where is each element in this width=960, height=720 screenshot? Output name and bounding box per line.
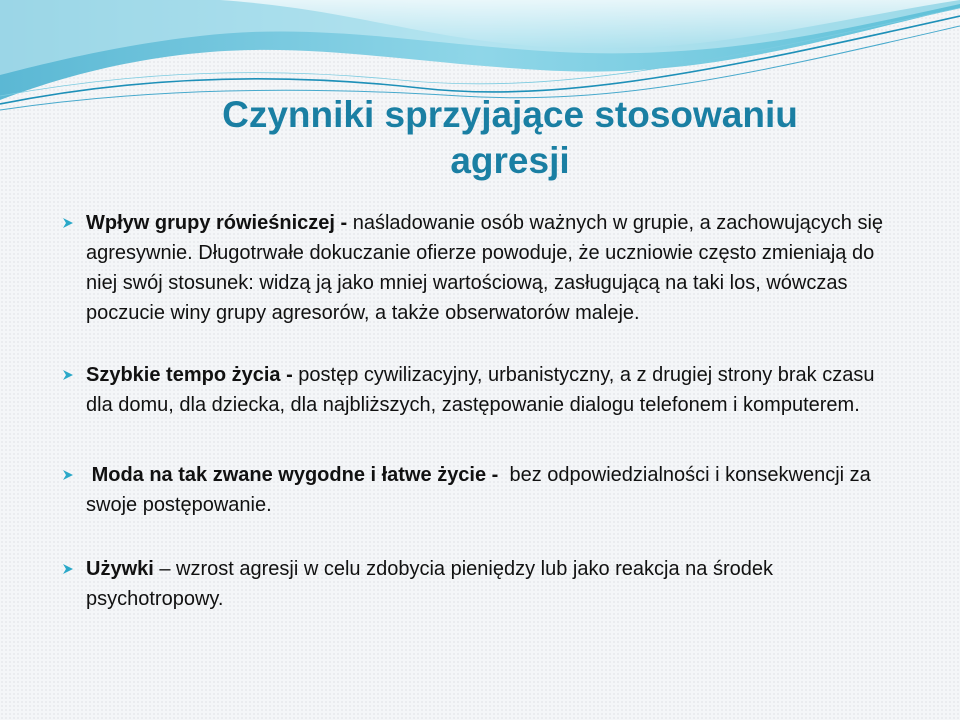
- bullet-list: [62, 208, 902, 614]
- slide-title-line-1: Czynniki sprzyjające stosowaniu: [222, 94, 798, 135]
- bullet-text: naśladowanie osób ważnych w grupie, a zachowujących się agresywnie. Długotrwałe dokuczanie ofierze powoduje, że uczniowie często zmieniają do niej swój stosunek: widzą ją jako mniej wartościową, zasługującą na taki los, wówczas poczucie winy grupy agresorów, a także obserwatorów maleje.: [86, 212, 884, 324]
- bullet-heading: Wpływ grupy rówieśniczej -: [86, 212, 348, 234]
- bullet-item-stimulants: [62, 554, 902, 614]
- arrow-bullet-icon: [62, 369, 74, 381]
- slide-title: [150, 92, 870, 184]
- arrow-bullet-icon: [62, 217, 74, 229]
- arrow-bullet-icon: [62, 469, 74, 481]
- bullet-item-fast-pace: [62, 360, 902, 420]
- bullet-heading: Używki: [86, 558, 154, 580]
- bullet-text: bez odpowiedzialności i konsekwencji za swoje postępowanie.: [86, 464, 877, 516]
- bullet-heading: Szybkie tempo życia -: [86, 364, 293, 386]
- arrow-bullet-icon: [62, 563, 74, 575]
- bullet-text: postęp cywilizacyjny, urbanistyczny, a z drugiej strony brak czasu dla domu, dla dziecka, dla najbliższych, zastępowanie dialogu telefonem i komputerem.: [86, 364, 875, 416]
- slide-title-line-2: agresji: [450, 140, 570, 181]
- bullet-heading: Moda na tak zwane wygodne i łatwe życie -: [86, 464, 499, 486]
- bullet-item-peer-group: [62, 208, 902, 328]
- bullet-text: – wzrost agresji w celu zdobycia pieniędzy lub jako reakcja na środek psychotropowy.: [86, 558, 774, 610]
- bullet-item-easy-life: [62, 460, 902, 520]
